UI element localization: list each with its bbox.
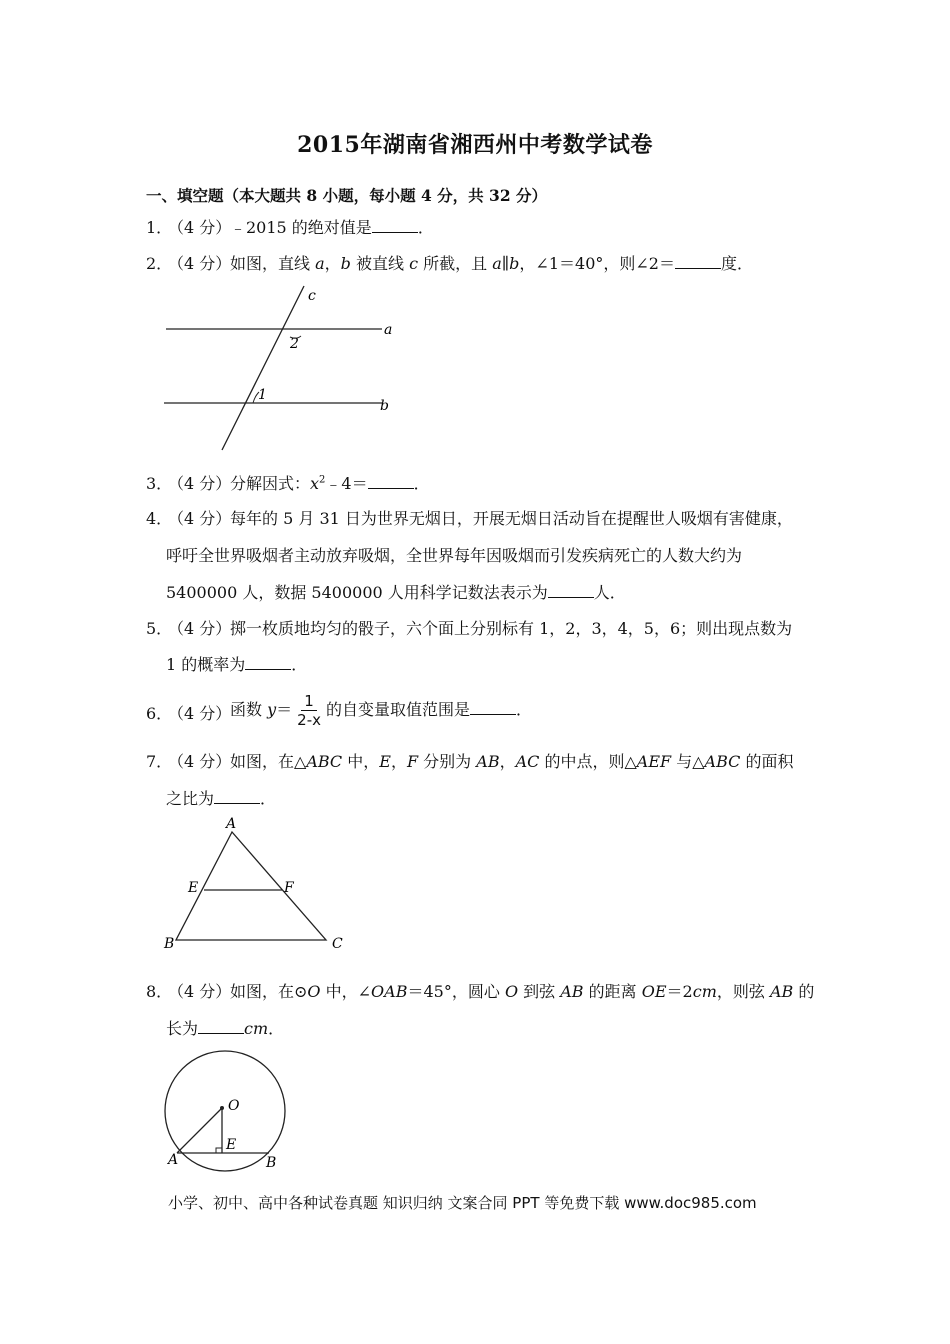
label-O: O	[228, 1098, 240, 1114]
question-number: 5．	[146, 619, 173, 638]
label-E: E	[226, 1137, 237, 1153]
answer-blank[interactable]	[368, 474, 414, 489]
question-number: 1．	[146, 218, 173, 237]
question-points: （4 分）	[168, 218, 232, 237]
question-points: （4 分）	[168, 254, 232, 273]
answer-blank[interactable]	[470, 700, 516, 715]
segment-oa	[177, 1108, 222, 1153]
fraction: $\frac{1}{2-x}$	[297, 692, 321, 729]
question-text: 分解因式：$x^2﹣4=$ ．	[230, 474, 430, 493]
question-6	[0, 692, 950, 732]
question-number: 8．	[146, 982, 173, 1001]
label-A: A	[226, 816, 237, 832]
question-text-line1: 每年的 5 月 31 日为世界无烟日，开展无烟日活动旨在提醒世人吸烟有害健康，	[230, 509, 793, 528]
label-B: B	[164, 936, 175, 952]
footer-text: 小学、初中、高中各种试卷真题 知识归纳 文案合同 PPT 等免费下载 www.doc985.com	[168, 1194, 757, 1212]
parallel-lines-figure	[160, 282, 400, 454]
question-text-line1: 掷一枚质地均匀的骰子，六个面上分别标有 1，2，3，4，5，6；则出现点数为	[230, 619, 793, 638]
triangle-figure	[160, 814, 360, 954]
question-text: 如图，直线 a，b 被直线 c 所截，且 a∥b，∠1＝40°，则∠2＝ 度．	[230, 254, 753, 273]
question-points: （4 分）	[168, 619, 232, 638]
question-points: （4 分）	[168, 752, 232, 771]
answer-blank[interactable]	[245, 655, 291, 670]
circle-figure	[160, 1050, 300, 1175]
question-points: （4 分）	[168, 982, 232, 1001]
question-number: 3．	[146, 474, 173, 493]
page-title: 2015年湖南省湘西州中考数学试卷	[297, 132, 653, 158]
center-point	[220, 1106, 224, 1110]
answer-blank[interactable]	[548, 583, 594, 598]
question-text: ﹣2015 的绝对值是 ．	[230, 218, 434, 237]
question-number: 4．	[146, 509, 173, 528]
answer-blank[interactable]	[675, 254, 721, 269]
question-number: 2．	[146, 254, 173, 273]
question-points: （4 分）	[168, 509, 232, 528]
label-B: B	[266, 1155, 277, 1171]
section-heading: 一、填空题（本大题共 8 小题，每小题 4 分，共 32 分）	[146, 186, 548, 205]
triangle-abc	[176, 832, 326, 940]
line-c	[222, 286, 304, 450]
label-2: 2	[290, 336, 299, 352]
label-b: b	[380, 398, 389, 414]
answer-blank[interactable]	[198, 1019, 244, 1034]
label-c: c	[308, 288, 316, 304]
label-A: A	[168, 1152, 179, 1168]
label-a: a	[384, 322, 393, 338]
answer-blank[interactable]	[372, 218, 418, 233]
question-points: （4 分）	[168, 474, 232, 493]
question-text-line1: 如图，在⊙O 中，∠OAB＝45°，圆心 O 到弦 AB 的距离 OE＝2cm，则弦 AB 的	[230, 982, 815, 1001]
question-points: （4 分）	[168, 704, 232, 723]
answer-blank[interactable]	[214, 789, 260, 804]
right-angle-mark	[216, 1148, 222, 1153]
question-number: 6．	[146, 704, 173, 723]
label-F: F	[284, 880, 294, 896]
question-number: 7．	[146, 752, 173, 771]
label-1: 1	[258, 387, 267, 403]
question-text-line1: 如图，在△ABC 中，E，F 分别为 AB，AC 的中点，则△AEF 与△ABC 的面积	[230, 752, 794, 771]
label-E: E	[188, 880, 199, 896]
label-C: C	[332, 936, 343, 952]
question-text: 函数 y＝ $\frac{1}{2-x}$ 的自变量取值范围是 ．	[230, 692, 533, 729]
